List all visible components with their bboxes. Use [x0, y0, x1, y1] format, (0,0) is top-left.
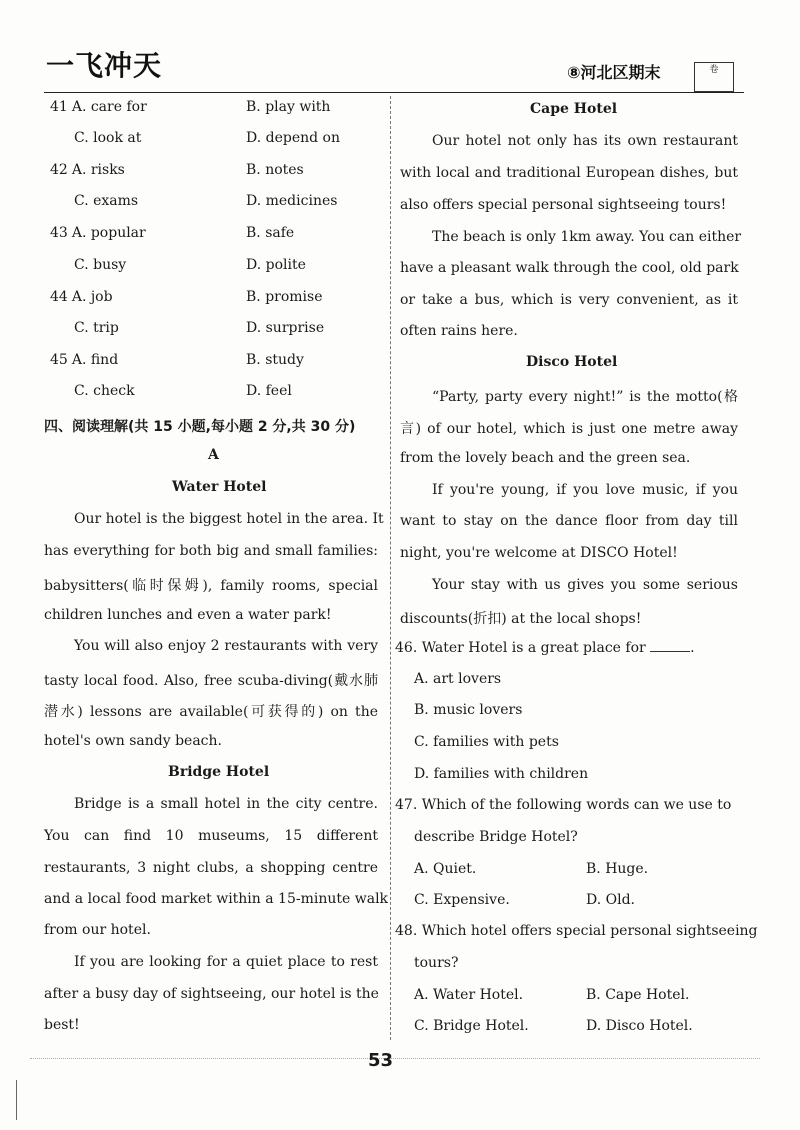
header-badge: 卷 [694, 62, 734, 92]
q44-option-a: 44 A. job [50, 289, 113, 305]
disco-p3-line: Your stay with us gives you some serious [432, 577, 738, 593]
water-p2-line: hotel's own sandy beach. [44, 733, 222, 749]
water-p1-line: has everything for both big and small families: [44, 543, 378, 559]
q43-option-a: 43 A. popular [50, 225, 146, 241]
header-rule [44, 92, 744, 93]
disco-p1-line: 言) of our hotel, which is just one metre away [400, 421, 738, 437]
water-hotel-title: Water Hotel [172, 479, 267, 495]
q47-option-d: D. Old. [586, 892, 635, 908]
q46-option-d: D. families with children [414, 766, 589, 782]
q44-option-d: D. surprise [246, 320, 325, 336]
q41-option-d: D. depend on [246, 130, 340, 146]
binding-edge [16, 1080, 17, 1120]
section-heading: 四、阅读理解(共 15 小题,每小题 2 分,共 30 分) [44, 419, 356, 435]
q47-stem: 47. Which of the following words can we use to [395, 797, 732, 813]
bridge-p1-line: You can find 10 museums, 15 different [44, 828, 378, 844]
q45-option-a: 45 A. find [50, 352, 119, 368]
passage-label: A [208, 447, 219, 463]
q41-option-a: 41 A. care for [50, 99, 147, 115]
q44-option-b: B. promise [246, 289, 323, 305]
bridge-p1-line: restaurants, 3 night clubs, a shopping centre [44, 860, 378, 876]
bridge-p1-line: from our hotel. [44, 922, 151, 938]
column-divider [390, 96, 391, 1040]
disco-p3-line: discounts(折扣) at the local shops! [400, 611, 642, 627]
bridge-p1-line: and a local food market within a 15-minute walk [44, 891, 389, 907]
bridge-p2-line: after a busy day of sightseeing, our hotel is the [44, 986, 379, 1002]
q46-option-a: A. art lovers [414, 671, 502, 687]
cape-p2-line: have a pleasant walk through the cool, old park [400, 260, 739, 276]
q47-stem: describe Bridge Hotel? [414, 829, 578, 845]
q41-option-b: B. play with [246, 99, 331, 115]
book-logo: 一飞冲天 [46, 49, 163, 82]
q47-option-b: B. Huge. [586, 861, 649, 877]
q48-option-b: B. Cape Hotel. [586, 987, 690, 1003]
q47-option-a: A. Quiet. [414, 861, 477, 877]
water-p2-line: tasty local food. Also, free scuba-diving(戴水肺 [44, 673, 378, 689]
q46-stem: 46. Water Hotel is a great place for . [395, 640, 695, 656]
q48-option-d: D. Disco Hotel. [586, 1018, 693, 1034]
q43-option-c: C. busy [74, 257, 127, 273]
water-p1-line: babysitters(临时保姆), family rooms, special [44, 578, 378, 594]
cape-p2-line: often rains here. [400, 323, 518, 339]
q41-option-c: C. look at [74, 130, 142, 146]
disco-p1-line: “Party, party every night!” is the motto(格 [432, 389, 738, 405]
q45-option-d: D. feel [246, 383, 292, 399]
cape-p1-line: Our hotel not only has its own restaurant [432, 133, 738, 149]
water-p2-line: 潜水) lessons are available(可获得的) on the [44, 704, 378, 720]
disco-p1-line: from the lovely beach and the green sea. [400, 450, 691, 466]
disco-hotel-title: Disco Hotel [526, 354, 618, 370]
q45-option-b: B. study [246, 352, 304, 368]
q48-option-c: C. Bridge Hotel. [414, 1018, 529, 1034]
bridge-hotel-title: Bridge Hotel [168, 764, 270, 780]
cape-p1-line: with local and traditional European dishes, but [400, 165, 738, 181]
water-p1-line: Our hotel is the biggest hotel in the area. It [74, 511, 384, 527]
page-number: 53 [368, 1050, 394, 1071]
bridge-p1-line: Bridge is a small hotel in the city centre. [74, 796, 378, 812]
answer-blank [650, 639, 690, 652]
bridge-p2-line: best! [44, 1017, 80, 1033]
q48-option-a: A. Water Hotel. [414, 987, 524, 1003]
q42-option-c: C. exams [74, 193, 139, 209]
q43-option-d: D. polite [246, 257, 306, 273]
disco-p2-line: night, you're welcome at DISCO Hotel! [400, 545, 678, 561]
q47-option-c: C. Expensive. [414, 892, 510, 908]
q46-option-b: B. music lovers [414, 702, 523, 718]
q48-stem: 48. Which hotel offers special personal sightseeing [395, 923, 758, 939]
q42-option-d: D. medicines [246, 193, 338, 209]
cape-p2-line: The beach is only 1km away. You can either [432, 229, 742, 245]
water-p2-line: You will also enjoy 2 restaurants with very [74, 638, 378, 654]
cape-hotel-title: Cape Hotel [530, 101, 618, 117]
q48-stem: tours? [414, 955, 459, 971]
water-p1-line: children lunches and even a water park! [44, 607, 332, 623]
disco-p2-line: want to stay on the dance floor from day till [400, 513, 738, 529]
footer-rule [30, 1058, 760, 1059]
q43-option-b: B. safe [246, 225, 295, 241]
disco-p2-line: If you're young, if you love music, if you [432, 482, 738, 498]
q45-option-c: C. check [74, 383, 135, 399]
q46-option-c: C. families with pets [414, 734, 559, 750]
q42-option-a: 42 A. risks [50, 162, 125, 178]
bridge-p2-line: If you are looking for a quiet place to rest [74, 954, 378, 970]
q42-option-b: B. notes [246, 162, 304, 178]
q44-option-c: C. trip [74, 320, 119, 336]
cape-p2-line: or take a bus, which is very convenient, as it [400, 292, 738, 308]
exam-source-label: ⑧河北区期末 [567, 63, 661, 82]
cape-p1-line: also offers special personal sightseeing tours! [400, 197, 727, 213]
